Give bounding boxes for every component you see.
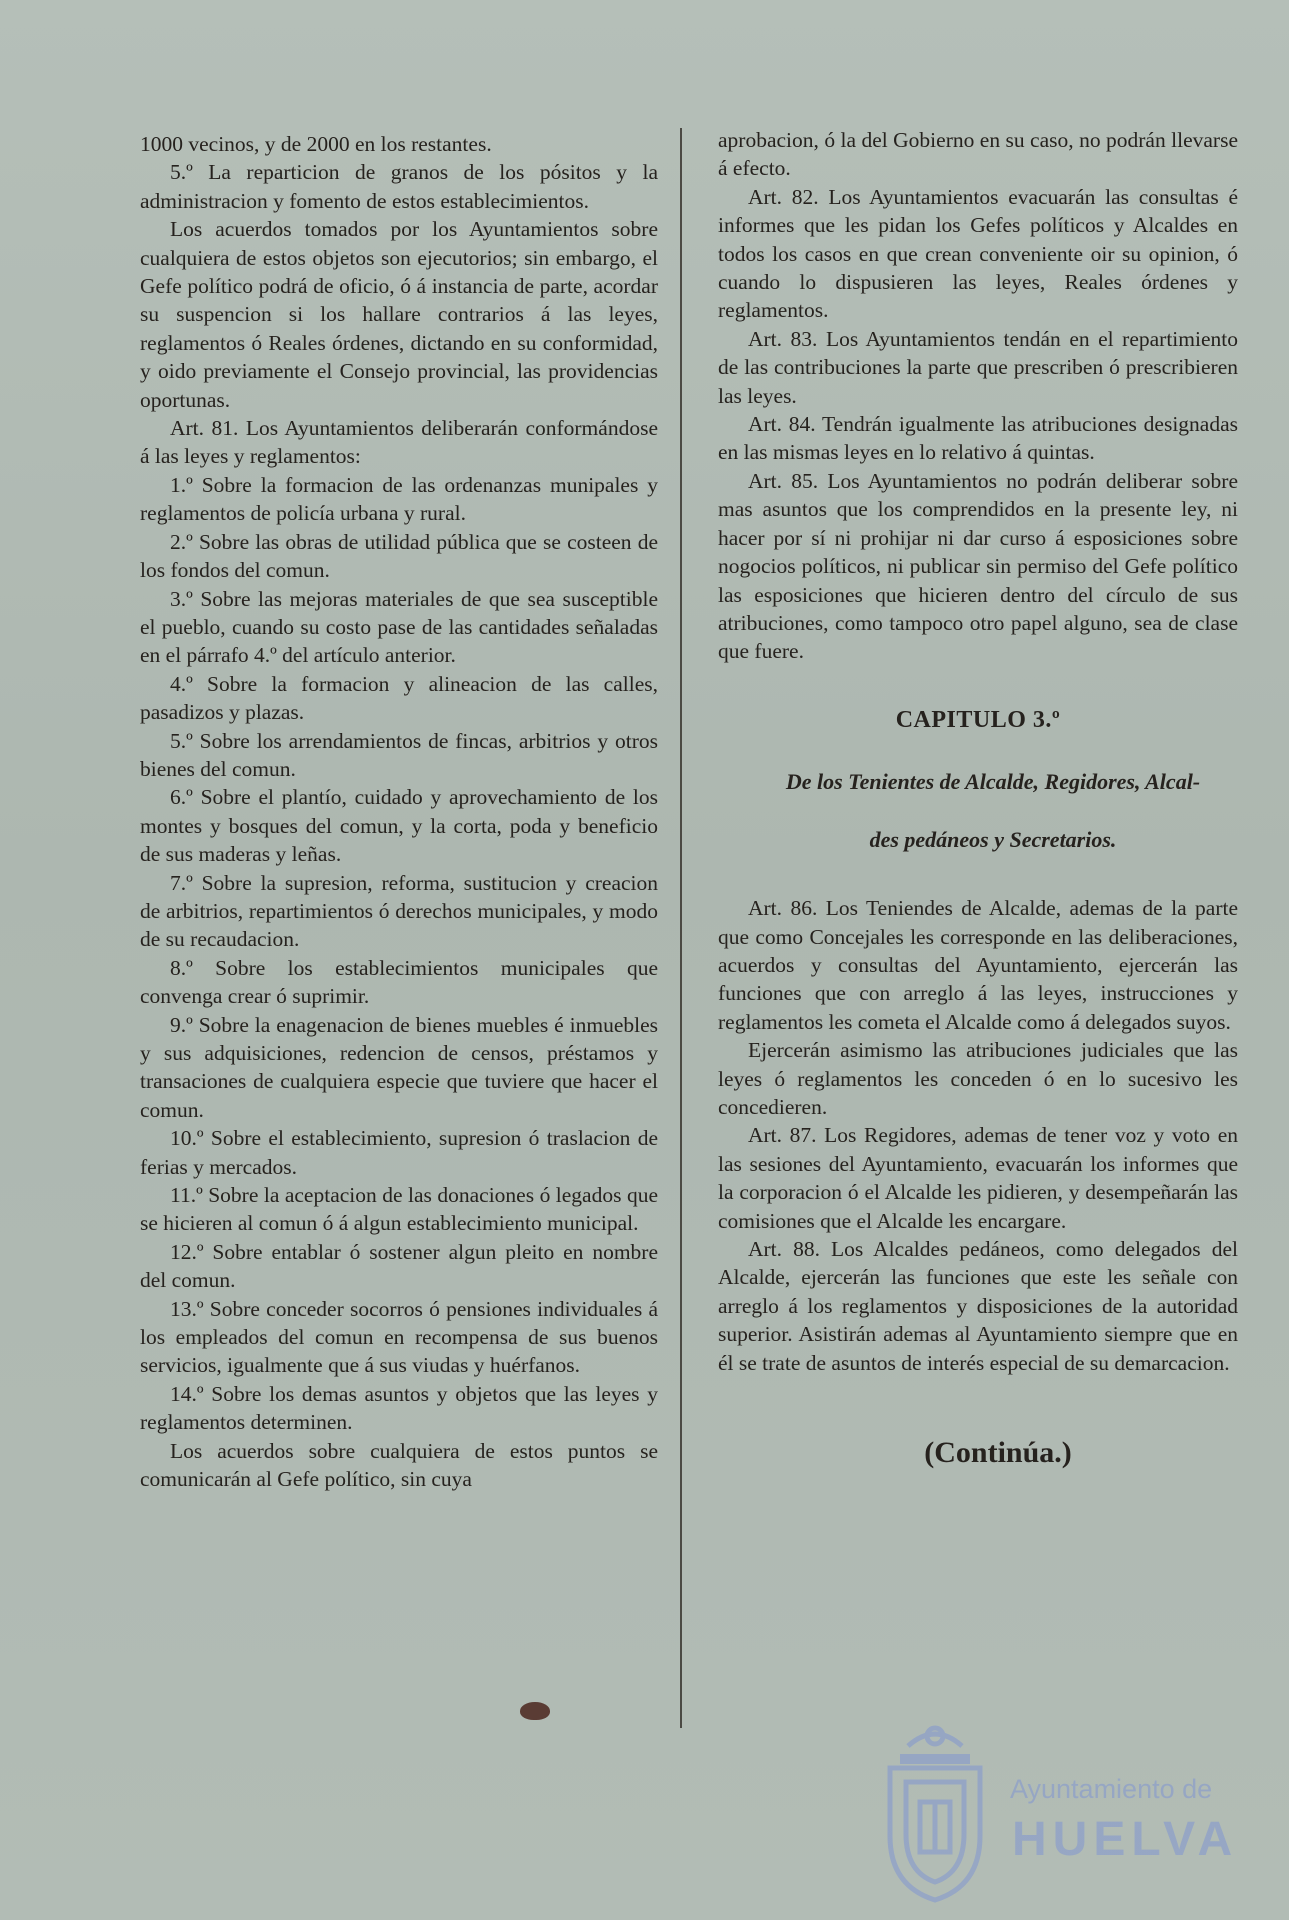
- watermark-text-line1: Ayuntamiento de: [1010, 1774, 1213, 1804]
- right-column: [718, 126, 1238, 1470]
- article-83: Art. 83. Los Ayuntamientos tendán en el repartimiento de las contribuciones la parte que prescriben ó prescribieren las leyes.: [718, 326, 1238, 408]
- chapter-subtitle-line1: De los Tenientes de Alcalde, Regidores, Alcal-: [785, 769, 1201, 795]
- article-82: Art. 82. Los Ayuntamientos evacuarán las consultas é informes que les pidan los Gefes políticos y Alcaldes en todos los casos en que crean conveniente oir su opinion, ó cuando lo dispusieren las leyes, Reales órdenes y reglamentos.: [718, 184, 1238, 323]
- list-item: 5.º Sobre los arrendamientos de fincas, arbitrios y otros bienes del comun.: [140, 728, 658, 781]
- article-85: Art. 85. Los Ayuntamientos no podrán deliberar sobre mas asuntos que los comprendidos en la presente ley, ni hacer por sí ni prohijar ni dar curso á esposiciones sobre nogocios políticos, ni publicar sin permiso del Gefe político las esposiciones que hicieren dentro del círculo de sus atribuciones, como tampoco otro papel alguno, sea de clase que fuere.: [718, 468, 1238, 664]
- paragraph: aprobacion, ó la del Gobierno en su caso, no podrán llevarse á efecto.: [718, 128, 1238, 181]
- watermark-logo: [870, 1716, 1239, 1906]
- paragraph: Ejercerán asimismo las atribuciones judiciales que las leyes ó reglamentos les conceden ó en lo sucesivo les concedieren.: [718, 1038, 1238, 1119]
- continuation-note: (Continúa.): [924, 1436, 1072, 1470]
- left-column: [140, 130, 658, 1494]
- paragraph: Los acuerdos sobre cualquiera de estos puntos se comunicarán al Gefe político, sin cuya: [140, 1438, 658, 1492]
- list-item: 14.º Sobre los demas asuntos y objetos que las leyes y reglamentos determinen.: [140, 1381, 658, 1435]
- list-item: 4.º Sobre la formacion y alineacion de las calles, pasadizos y plazas.: [140, 671, 658, 725]
- paragraph: 5.º La reparticion de granos de los pósitos y la administracion y fomento de estos establecimientos.: [140, 160, 658, 213]
- paragraph: Los acuerdos tomados por los Ayuntamientos sobre cualquiera de estos objetos son ejecutorios; sin embargo, el Gefe político podrá de oficio, ó á instancia de parte, acordar su suspencion si los hallare contrarios á las leyes, reglamentos ó Reales órdenes, dictando en su conformidad, y oido previamente el Consejo provincial, las providencias oportunas.: [140, 217, 658, 412]
- list-item: 12.º Sobre entablar ó sostener algun pleito en nombre del comun.: [140, 1239, 658, 1293]
- article-81: Art. 81. Los Ayuntamientos deliberarán conformándose á las leyes y reglamentos:: [140, 416, 658, 469]
- watermark-text-line2: HUELVA: [1012, 1813, 1239, 1866]
- article-87: Art. 87. Los Regidores, ademas de tener voz y voto en las sesiones del Ayuntamiento, evacuarán los informes que la corporacion ó el Alcalde les pidieren, y desempeñarán las comisiones que el Alcalde les encargare.: [718, 1123, 1238, 1233]
- article-88: Art. 88. Los Alcaldes pedáneos, como delegados del Alcalde, ejercerán las funciones que este les señale con arreglo á los reglamentos y disposiciones de la autoridad superior. Asistirán ademas al Ayuntamiento siempre que en él se trate de asuntos de interés especial de su demarcacion.: [718, 1237, 1238, 1375]
- article-86: Art. 86. Los Teniendes de Alcalde, ademas de la parte que como Concejales les corresponde en las deliberaciones, acuerdos y consultas del Ayuntamiento, ejercerán las funciones que con arreglo á las leyes, instrucciones y reglamentos les cometa el Alcalde como á delegados suyos.: [718, 896, 1238, 1034]
- list-item: 9.º Sobre la enagenacion de bienes muebles é inmuebles y sus adquisiciones, redencion de censos, préstamos y transaciones de cualquiera especie que tuviere que hacer el comun.: [140, 1012, 658, 1122]
- chapter-subtitle-line2: des pedáneos y Secretarios.: [869, 827, 1117, 853]
- list-item: 7.º Sobre la supresion, reforma, sustitucion y creacion de arbitrios, repartimientos ó derechos municipales, y modo de su recaudacion.: [140, 870, 658, 952]
- column-divider: [680, 128, 682, 1728]
- list-item: 6.º Sobre el plantío, cuidado y aprovechamiento de los montes y bosques del comun, y la corta, poda y beneficio de sus maderas y leñas.: [140, 785, 658, 867]
- list-item: 3.º Sobre las mejoras materiales de que sea susceptible el pueblo, cuando su costo pase de las cantidades señaladas en el párrafo 4.º del artículo anterior.: [140, 586, 658, 668]
- list-item: 10.º Sobre el establecimiento, supresion ó traslacion de ferias y mercados.: [140, 1126, 658, 1179]
- list-item: 1.º Sobre la formacion de las ordenanzas munipales y reglamentos de policía urbana y rural.: [140, 472, 658, 526]
- chapter-heading: CAPITULO 3.º: [895, 706, 1061, 733]
- paragraph: 1000 vecinos, y de 2000 en los restantes.: [140, 132, 492, 156]
- list-item: 11.º Sobre la aceptacion de las donaciones ó legados que se hicieren al comun ó á algun establecimiento municipal.: [140, 1183, 658, 1236]
- list-item: 13.º Sobre conceder socorros ó pensiones individuales á los empleados del comun en recompensa de sus buenos servicios, igualmente que á sus viudas y huérfanos.: [140, 1296, 658, 1378]
- list-item: 2.º Sobre las obras de utilidad pública que se costeen de los fondos del comun.: [140, 529, 658, 583]
- printer-ornament-icon: [520, 1702, 550, 1720]
- article-84: Art. 84. Tendrán igualmente las atribuciones designadas en las mismas leyes en lo relativo á quintas.: [718, 412, 1238, 465]
- list-item: 8.º Sobre los establecimientos municipales que convenga crear ó suprimir.: [140, 955, 658, 1009]
- coat-of-arms-icon: [870, 1716, 1000, 1906]
